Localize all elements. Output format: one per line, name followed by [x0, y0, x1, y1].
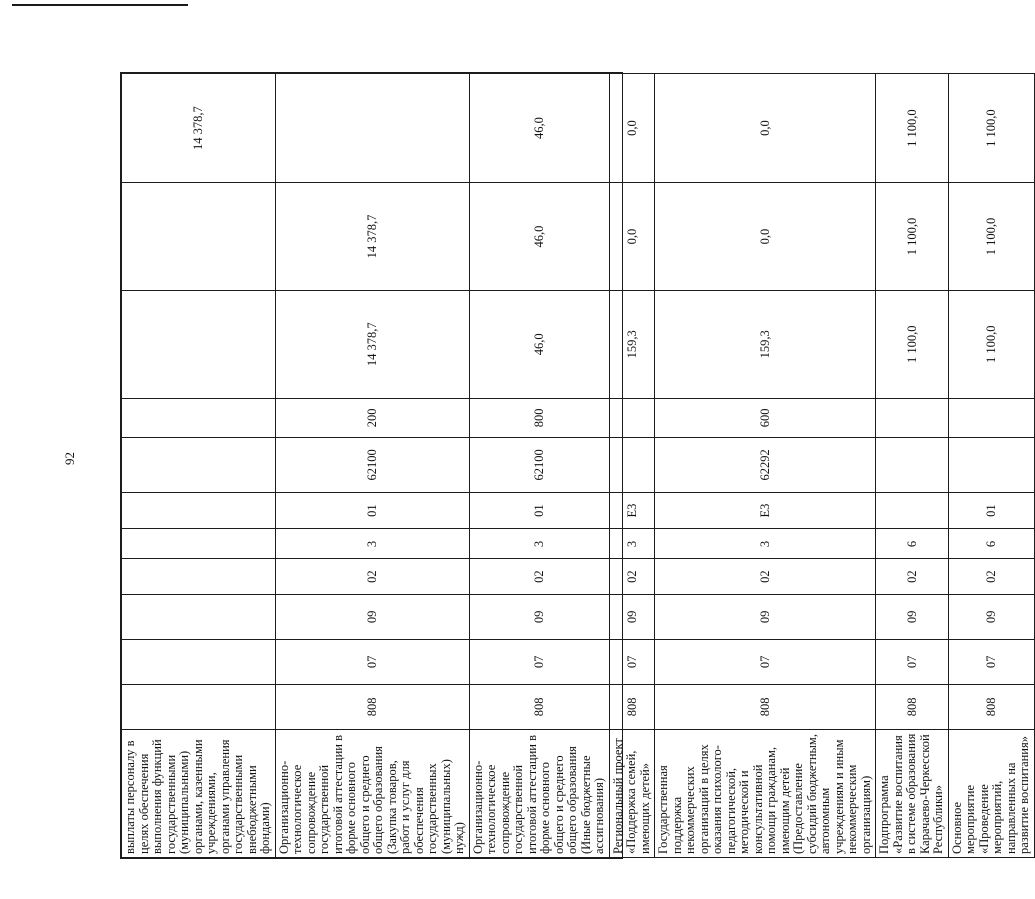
cell-cs1: 02	[609, 559, 655, 594]
cell-cs2: 3	[275, 529, 469, 559]
cell-value-2: 1 100,0	[948, 183, 1034, 291]
cell-cs3: 01	[469, 492, 609, 529]
cell-cs4	[122, 438, 276, 493]
cell-cs4	[948, 438, 1034, 493]
cell-cs2: 3	[609, 529, 655, 559]
row-name: Организационно-технологическое сопровождение государственной итоговой аттестации в форме основного общего и среднего общего образования (Закупка товаров, работ и услуг для обеспечения государственных (муниципальных) нужд)	[275, 729, 469, 857]
table-row	[469, 74, 609, 858]
cell-rz: 07	[469, 639, 609, 684]
cell-value-1: 159,3	[609, 290, 655, 398]
cell-vr: 600	[655, 398, 876, 438]
cell-cs3: 01	[275, 492, 469, 529]
cell-ved: 808	[876, 684, 949, 729]
budget-table-frame	[120, 72, 1031, 859]
cell-pr: 09	[655, 594, 876, 639]
cell-ved: 808	[609, 684, 655, 729]
cell-pr: 09	[609, 594, 655, 639]
cell-value-2: 46,0	[469, 183, 609, 291]
cell-cs4: 62100	[275, 438, 469, 493]
cell-value-2: 0,0	[655, 183, 876, 291]
cell-value-1	[122, 290, 276, 398]
cell-value-1: 1 100,0	[876, 290, 949, 398]
row-name: Региональный проект «Поддержка семей, имеющих детей»	[609, 729, 655, 857]
cell-value-3: 46,0	[469, 74, 609, 183]
table-row	[655, 74, 876, 858]
table-row	[876, 74, 949, 858]
cell-vr: 200	[275, 398, 469, 438]
cell-cs2	[122, 529, 276, 559]
cell-cs1: 02	[469, 559, 609, 594]
cell-pr	[122, 594, 276, 639]
cell-rz: 07	[948, 639, 1034, 684]
cell-cs3	[876, 492, 949, 529]
cell-cs2: 6	[876, 529, 949, 559]
top-rule	[12, 4, 188, 6]
cell-cs2: 3	[655, 529, 876, 559]
page-number: 92	[62, 452, 77, 465]
budget-table	[121, 73, 1035, 858]
cell-value-1: 159,3	[655, 290, 876, 398]
cell-value-2: 14 378,7	[275, 183, 469, 291]
table-row	[948, 74, 1034, 858]
cell-cs4	[876, 438, 949, 493]
cell-rz: 07	[876, 639, 949, 684]
cell-cs4: 62292	[655, 438, 876, 493]
cell-vr	[876, 398, 949, 438]
cell-value-3	[275, 74, 469, 183]
cell-ved: 808	[469, 684, 609, 729]
cell-value-2	[122, 183, 276, 291]
cell-pr: 09	[876, 594, 949, 639]
cell-cs4: 62100	[469, 438, 609, 493]
cell-value-3: 14 378,7	[122, 74, 276, 183]
cell-ved: 808	[948, 684, 1034, 729]
cell-cs1: 02	[655, 559, 876, 594]
cell-vr	[122, 398, 276, 438]
table-row	[609, 74, 655, 858]
cell-ved	[122, 684, 276, 729]
cell-vr	[948, 398, 1034, 438]
cell-value-2: 1 100,0	[876, 183, 949, 291]
cell-rz: 07	[655, 639, 876, 684]
cell-cs1	[122, 559, 276, 594]
row-name: Основное мероприятие «Проведение мероприятий, направленных на развитие воспитания»	[948, 729, 1034, 857]
cell-cs1: 02	[948, 559, 1034, 594]
cell-value-1: 1 100,0	[948, 290, 1034, 398]
cell-ved: 808	[275, 684, 469, 729]
cell-cs3: Е3	[655, 492, 876, 529]
cell-pr: 09	[275, 594, 469, 639]
cell-rz	[122, 639, 276, 684]
cell-value-3: 1 100,0	[876, 74, 949, 183]
cell-cs2: 6	[948, 529, 1034, 559]
cell-value-3: 0,0	[655, 74, 876, 183]
cell-value-3: 1 100,0	[948, 74, 1034, 183]
row-name: Организационно-технологическое сопровождение государственной итоговой аттестации в форме основного общего и среднего общего образования (Иные бюджетные ассигнования)	[469, 729, 609, 857]
cell-cs1: 02	[275, 559, 469, 594]
table-row	[122, 74, 276, 858]
cell-cs2: 3	[469, 529, 609, 559]
cell-value-3: 0,0	[609, 74, 655, 183]
cell-pr: 09	[948, 594, 1034, 639]
cell-cs3: 01	[948, 492, 1034, 529]
cell-vr	[609, 398, 655, 438]
cell-cs3: Е3	[609, 492, 655, 529]
cell-vr: 800	[469, 398, 609, 438]
table-row	[275, 74, 469, 858]
cell-value-1: 46,0	[469, 290, 609, 398]
cell-value-1: 14 378,7	[275, 290, 469, 398]
cell-rz: 07	[275, 639, 469, 684]
cell-rz: 07	[609, 639, 655, 684]
row-name: выплаты персоналу в целях обеспечения выполнения функций государственными (муниципальными) органами, казенными учреждениями, органами управления государственными внебюджетными фондами)	[122, 729, 276, 857]
row-name: Государственная поддержка некоммерческих организаций в целях оказания психолого-педагогической, методической и консультативной помощи гражданам, имеющим детей (Предоставление субсидий бюджетным, автономным учреждениям и иным некоммерческим организациям)	[655, 729, 876, 857]
cell-cs1: 02	[876, 559, 949, 594]
cell-cs3	[122, 492, 276, 529]
cell-ved: 808	[655, 684, 876, 729]
row-name: Подпрограмма «Развитие воспитания в системе образования Карачаево-Черкесской Республики»	[876, 729, 949, 857]
budget-table-rotated	[121, 73, 1031, 858]
cell-pr: 09	[469, 594, 609, 639]
cell-value-2: 0,0	[609, 183, 655, 291]
cell-cs4	[609, 438, 655, 493]
